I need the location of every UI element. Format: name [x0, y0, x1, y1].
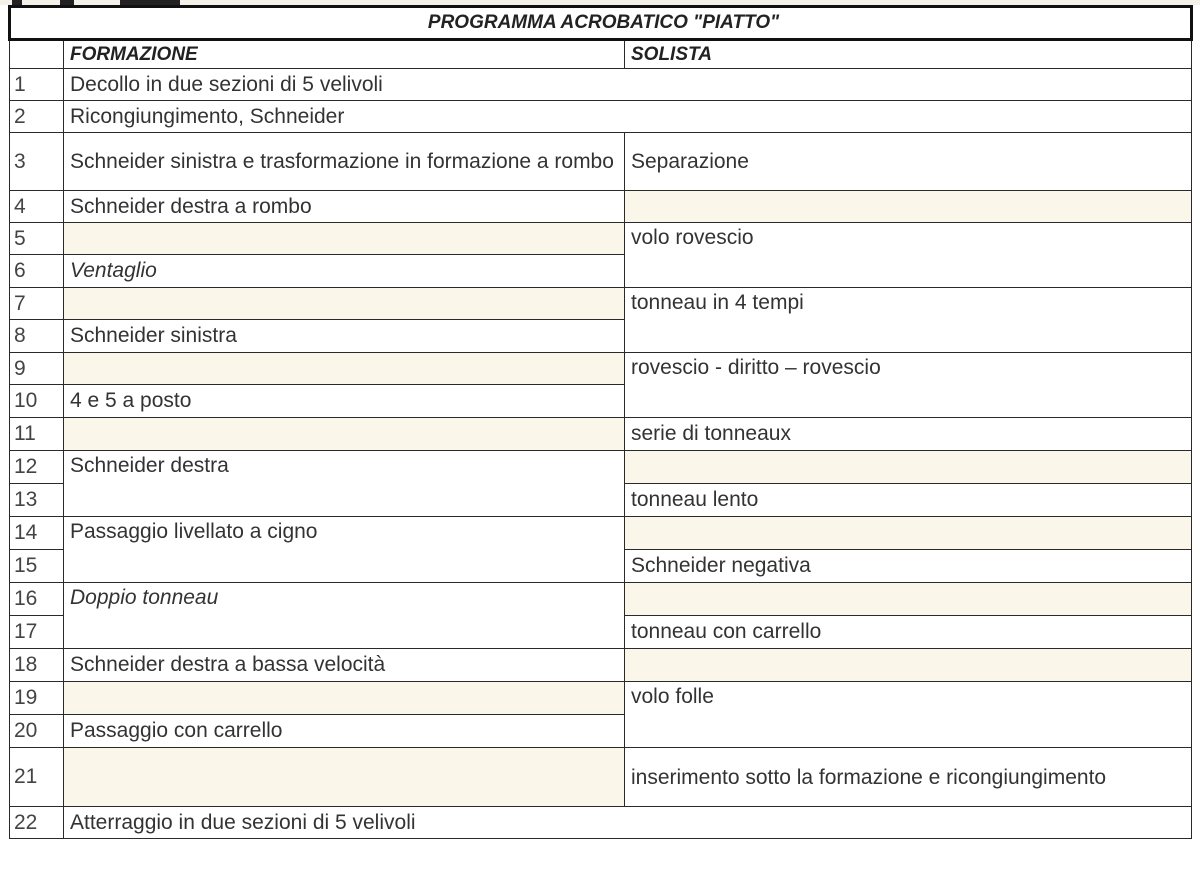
header-number: [10, 40, 64, 69]
row-number: 8: [10, 320, 64, 353]
table-row: [10, 451, 1192, 484]
formazione-cell: Ventaglio: [64, 255, 625, 288]
header-formazione: FORMAZIONE: [64, 40, 625, 69]
table-row: [10, 191, 1192, 223]
row-number: 3: [10, 133, 64, 191]
solista-cell: tonneau in 4 tempi: [625, 288, 1192, 353]
formazione-cell: Decollo in due sezioni di 5 velivoli: [64, 69, 1192, 101]
solista-cell: [625, 649, 1192, 682]
formazione-cell: Schneider destra: [64, 451, 625, 517]
formazione-cell: Atterraggio in due sezioni di 5 velivoli: [64, 807, 1192, 839]
solista-cell: Separazione: [625, 133, 1192, 191]
solista-cell: volo folle: [625, 682, 1192, 748]
solista-cell: serie di tonneaux: [625, 418, 1192, 451]
row-number: 7: [10, 288, 64, 320]
row-number: 9: [10, 353, 64, 385]
row-number: 5: [10, 223, 64, 255]
table-row: [10, 517, 1192, 550]
row-number: 21: [10, 748, 64, 807]
formazione-cell: 4 e 5 a posto: [64, 385, 625, 418]
solista-cell: rovescio - diritto – rovescio: [625, 353, 1192, 418]
row-number: 19: [10, 682, 64, 715]
formazione-cell: Schneider destra a rombo: [64, 191, 625, 223]
formazione-cell: Passaggio livellato a cigno: [64, 517, 625, 583]
table-row: [10, 101, 1192, 133]
table-row: [10, 353, 1192, 385]
row-number: 11: [10, 418, 64, 451]
solista-cell: Schneider negativa: [625, 550, 1192, 583]
table-row: [10, 288, 1192, 320]
table-row: [10, 807, 1192, 839]
row-number: 6: [10, 255, 64, 288]
solista-cell: volo rovescio: [625, 223, 1192, 288]
acrobatic-program-table: [8, 5, 1193, 839]
row-number: 13: [10, 484, 64, 517]
table-row: [10, 69, 1192, 101]
solista-cell: [625, 583, 1192, 616]
row-number: 17: [10, 616, 64, 649]
row-number: 10: [10, 385, 64, 418]
table-row: [10, 649, 1192, 682]
formazione-cell: [64, 418, 625, 451]
table-title: PROGRAMMA ACROBATICO "PIATTO": [10, 7, 1192, 40]
solista-cell: tonneau con carrello: [625, 616, 1192, 649]
table-row: [10, 133, 1192, 191]
row-number: 15: [10, 550, 64, 583]
solista-cell: [625, 451, 1192, 484]
table-title-row: [10, 7, 1192, 40]
table-row: [10, 223, 1192, 255]
row-number: 2: [10, 101, 64, 133]
solista-cell: tonneau lento: [625, 484, 1192, 517]
table-header-row: [10, 40, 1192, 69]
solista-cell: [625, 517, 1192, 550]
row-number: 16: [10, 583, 64, 616]
row-number: 20: [10, 715, 64, 748]
formazione-cell: [64, 288, 625, 320]
row-number: 4: [10, 191, 64, 223]
header-solista: SOLISTA: [625, 40, 1192, 69]
table-row: [10, 682, 1192, 715]
solista-cell: [625, 191, 1192, 223]
formazione-cell: Passaggio con carrello: [64, 715, 625, 748]
formazione-cell: Schneider sinistra: [64, 320, 625, 353]
row-number: 14: [10, 517, 64, 550]
table-row: [10, 583, 1192, 616]
row-number: 1: [10, 69, 64, 101]
formazione-cell: Schneider destra a bassa velocità: [64, 649, 625, 682]
row-number: 18: [10, 649, 64, 682]
table-row: [10, 418, 1192, 451]
formazione-cell: Doppio tonneau: [64, 583, 625, 649]
formazione-cell: Ricongiungimento, Schneider: [64, 101, 1192, 133]
formazione-cell: [64, 223, 625, 255]
formazione-cell: Schneider sinistra e trasformazione in formazione a rombo: [64, 133, 625, 191]
row-number: 22: [10, 807, 64, 839]
formazione-cell: [64, 682, 625, 715]
formazione-cell: [64, 748, 625, 807]
solista-cell: inserimento sotto la formazione e ricongiungimento: [625, 748, 1192, 807]
row-number: 12: [10, 451, 64, 484]
table-row: [10, 748, 1192, 807]
formazione-cell: [64, 353, 625, 385]
